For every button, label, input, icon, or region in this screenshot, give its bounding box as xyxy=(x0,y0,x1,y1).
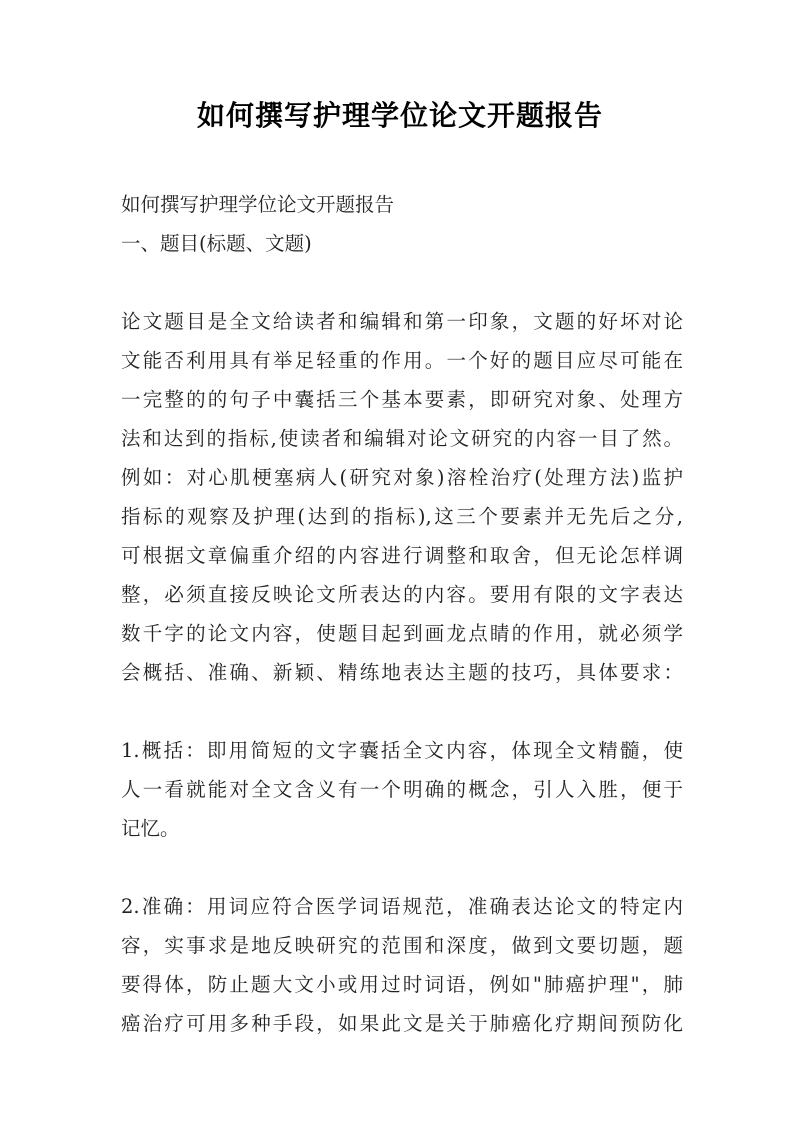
paragraph-line: 例如：对心肌梗塞病人(研究对象)溶栓治疗(处理方法)监护 xyxy=(121,466,683,489)
paragraph-line: 2.准确：用词应符合医学词语规范，准确表达论文的特定内 xyxy=(121,895,683,918)
paragraph-gap xyxy=(121,848,683,887)
paragraph-line: 会概括、准确、新颖、精练地表达主题的技巧，具体要求： xyxy=(121,661,683,684)
paragraph-3 xyxy=(121,887,683,1043)
paragraph-1 xyxy=(121,302,683,692)
paragraph-line: 容，实事求是地反映研究的范围和深度，做到文要切题，题 xyxy=(121,934,683,957)
paragraph-2 xyxy=(121,731,683,848)
paragraph-line: 人一看就能对全文含义有一个明确的概念，引人入胜，便于 xyxy=(121,778,683,801)
paragraph-line: 1.概括：即用简短的文字囊括全文内容，体现全文精髓，使 xyxy=(121,739,683,762)
paragraph-line: 数千字的论文内容，使题目起到画龙点睛的作用，就必须学 xyxy=(121,622,683,645)
paragraph-line: 一完整的的句子中囊括三个基本要素，即研究对象、处理方 xyxy=(121,388,683,411)
document-body xyxy=(121,185,683,1043)
paragraph-line: 可根据文章偏重介绍的内容进行调整和取舍，但无论怎样调 xyxy=(121,544,683,567)
paragraph-line: 论文题目是全文给读者和编辑和第一印象，文题的好坏对论 xyxy=(121,310,683,333)
paragraph-gap xyxy=(121,692,683,731)
paragraph-gap xyxy=(121,263,683,302)
body-subtitle: 如何撰写护理学位论文开题报告 xyxy=(121,193,395,216)
paragraph-line: 文能否利用具有举足轻重的作用。一个好的题目应尽可能在 xyxy=(121,349,683,372)
paragraph-line: 要得体，防止题大文小或用过时词语，例如"肺癌护理"，肺 xyxy=(121,973,683,996)
paragraph-line: 法和达到的指标,使读者和编辑对论文研究的内容一目了然。 xyxy=(121,427,683,450)
paragraph-line: 整，必须直接反映论文所表达的内容。要用有限的文字表达 xyxy=(121,583,683,606)
paragraph-line: 记忆。 xyxy=(121,817,180,840)
document-title: 如何撰写护理学位论文开题报告 xyxy=(196,99,603,132)
paragraph-line: 指标的观察及护理(达到的指标),这三个要素并无先后之分, xyxy=(121,505,683,528)
paragraph-line: 癌治疗可用多种手段，如果此文是关于肺癌化疗期间预防化 xyxy=(121,1012,683,1035)
section-heading: 一、题目(标题、文题) xyxy=(121,232,312,255)
